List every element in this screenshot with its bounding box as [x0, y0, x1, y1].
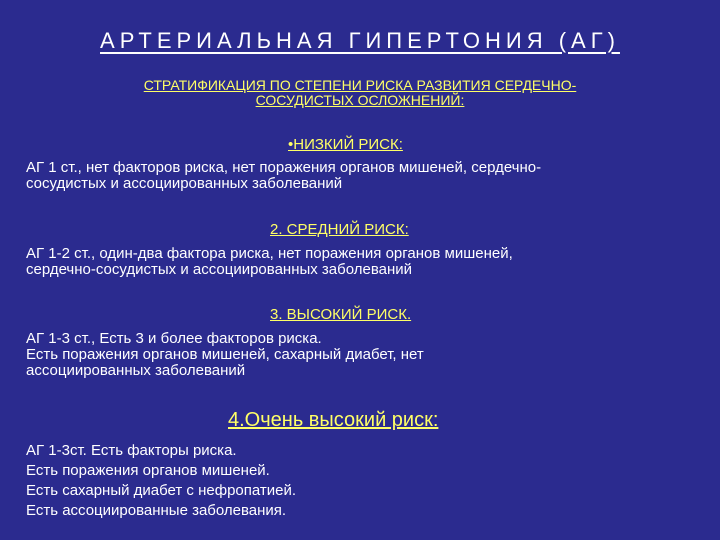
- slide-subtitle: [60, 78, 660, 108]
- body-line: сердечно-сосудистых и ассоциированных заболеваний: [26, 261, 413, 278]
- slide-title: АРТЕРИАЛЬНАЯ ГИПЕРТОНИЯ (АГ): [100, 28, 620, 53]
- body-line: АГ 1-3 ст., Есть 3 и более факторов риска.: [26, 330, 322, 347]
- subtitle-line: СОСУДИСТЫХ ОСЛОЖНЕНИЙ:: [255, 92, 465, 108]
- low-risk-heading: •НИЗКИЙ РИСК:: [288, 136, 403, 153]
- medium-risk-heading: 2. СРЕДНИЙ РИСК:: [270, 221, 409, 238]
- body-line: АГ 1-3ст. Есть факторы риска.: [26, 442, 237, 459]
- body-line: сосудистых и ассоциированных заболеваний: [26, 175, 343, 192]
- body-line: Есть поражения органов мишеней, сахарный диабет, нет: [26, 346, 424, 363]
- high-risk-text: [26, 331, 706, 379]
- medium-risk-text: [26, 246, 706, 278]
- very-high-risk-text: [26, 441, 706, 521]
- body-line: АГ 1-2 ст., один-два фактора риска, нет поражения органов мишеней,: [26, 245, 513, 262]
- very-high-risk-heading: 4.Очень высокий риск:: [228, 409, 439, 431]
- body-line: ассоциированных заболеваний: [26, 362, 246, 379]
- low-risk-text: [26, 160, 706, 192]
- subtitle-line: СТРАТИФИКАЦИЯ ПО СТЕПЕНИ РИСКА РАЗВИТИЯ СЕРДЕЧНО-: [143, 77, 577, 93]
- body-line: Есть ассоциированные заболевания.: [26, 502, 287, 519]
- body-line: Есть сахарный диабет с нефропатией.: [26, 482, 297, 499]
- high-risk-heading: 3. ВЫСОКИЙ РИСК.: [270, 306, 412, 323]
- body-line: АГ 1 ст., нет факторов риска, нет поражения органов мишеней, сердечно-: [26, 159, 542, 176]
- body-line: Есть поражения органов мишеней.: [26, 462, 270, 479]
